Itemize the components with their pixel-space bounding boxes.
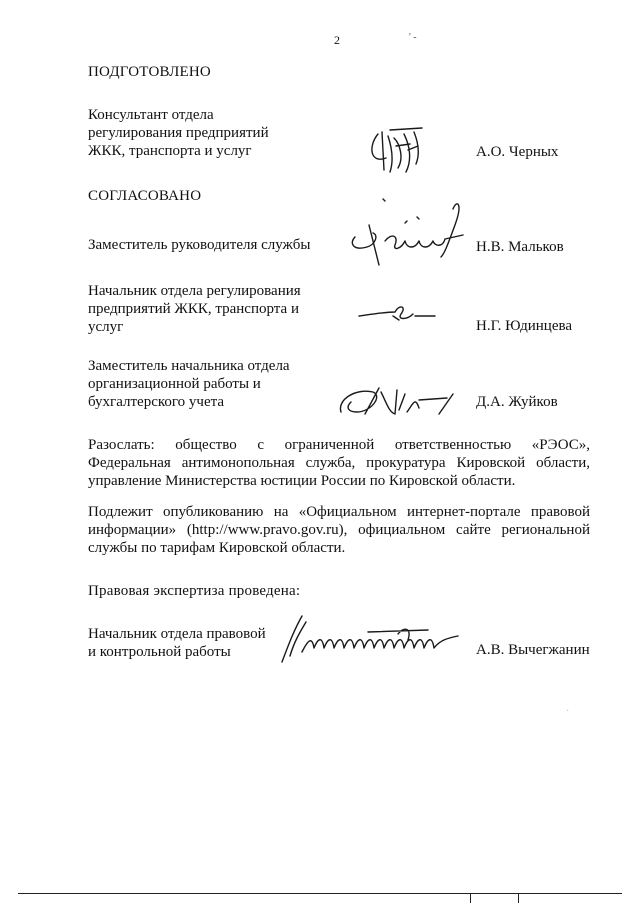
agreed-name-3: Д.А. Жуйков bbox=[476, 394, 558, 410]
position-line: услуг bbox=[88, 319, 124, 335]
agreed-position-1 bbox=[88, 236, 338, 254]
agreed-position-3 bbox=[88, 357, 338, 411]
publication-paragraph: Подлежит опубликованию на «Официальном интернет-портале правовой информации» (http://www.pravo.gov.ru), официальном сайте региональной службы по тарифам Кировской области. bbox=[88, 504, 590, 556]
header-marks: ' - bbox=[409, 32, 417, 43]
signature-chernykh bbox=[360, 124, 430, 179]
position-line: Заместитель начальника отдела bbox=[88, 358, 290, 374]
position-line: Консультант отдела bbox=[88, 107, 214, 123]
signature-yudintseva bbox=[355, 300, 440, 330]
agreed-heading: СОГЛАСОВАНО bbox=[88, 188, 202, 204]
signature-malkov bbox=[345, 195, 470, 270]
signature-vychegzhanin bbox=[268, 612, 468, 668]
position-line: регулирования предприятий bbox=[88, 125, 269, 141]
prepared-name: А.О. Черных bbox=[476, 144, 559, 160]
agreed-name-2: Н.Г. Юдинцева bbox=[476, 318, 573, 334]
distribution-paragraph: Разослать: общество с ограниченной ответственностью «РЭОС», Федеральная антимонопольная служба, прокуратура Кировской области, управление Министерства юстиции России по Кировской области. bbox=[88, 437, 590, 489]
prepared-position bbox=[88, 106, 338, 160]
page-bottom-edge bbox=[18, 893, 622, 894]
scan-speck: · bbox=[566, 706, 570, 717]
legal-review-statement: Правовая экспертиза проведена: bbox=[88, 583, 301, 599]
position-line: бухгалтерского учета bbox=[88, 394, 225, 410]
position-line: Начальник отдела регулирования bbox=[88, 283, 301, 299]
position-line: и контрольной работы bbox=[88, 644, 231, 660]
position-line: предприятий ЖКК, транспорта и bbox=[88, 301, 299, 317]
prepared-heading: ПОДГОТОВЛЕНО bbox=[88, 64, 211, 80]
position-line: Заместитель руководителя службы bbox=[88, 237, 311, 253]
page-bottom-tick bbox=[470, 893, 471, 903]
position-line: ЖКК, транспорта и услуг bbox=[88, 143, 252, 159]
signature-zhuikov bbox=[335, 378, 460, 423]
position-line: организационной работы и bbox=[88, 376, 261, 392]
page-number: 2 bbox=[334, 33, 340, 47]
agreed-name-1: Н.В. Мальков bbox=[476, 239, 564, 255]
position-line: Начальник отдела правовой bbox=[88, 626, 266, 642]
legal-review-name: А.В. Вычегжанин bbox=[476, 642, 590, 658]
agreed-position-2 bbox=[88, 282, 338, 336]
page-bottom-tick bbox=[518, 893, 519, 903]
